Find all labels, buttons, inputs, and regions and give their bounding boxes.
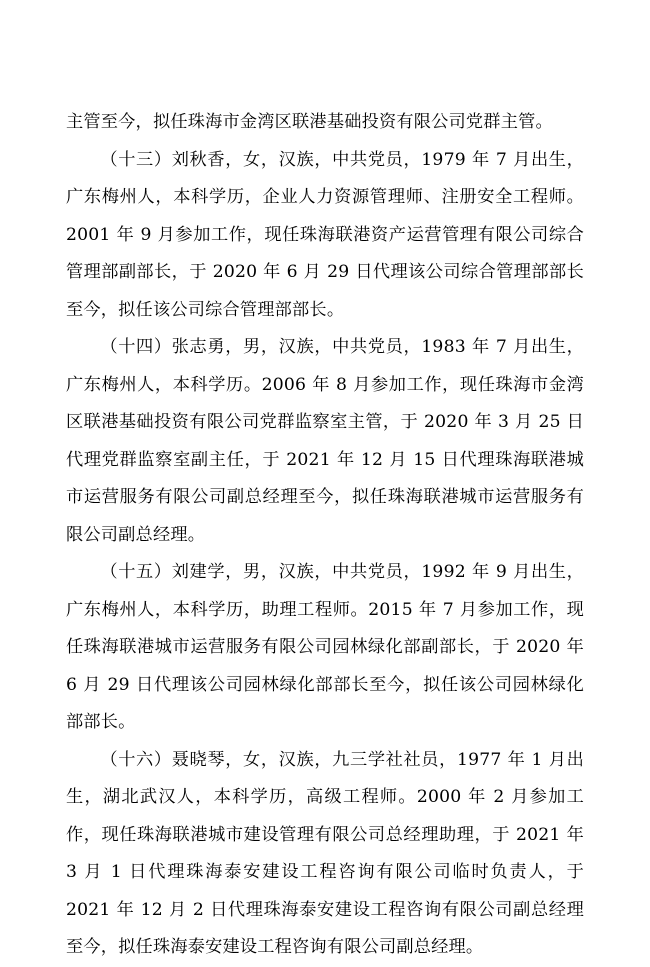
paragraph-item-13: （十三）刘秋香，女，汉族，中共党员，1979 年 7 月出生，广东梅州人，本科学历，企业人力资源管理师、注册安全工程师。2001 年 9 月参加工作，现任珠海联港资产运营管理有限公司综合管理部副部长，于 2020 年 6 月 29 日代理该公司综合管理部部长至今，拟任该公司综合管理部部长。 — [66, 149, 584, 320]
paragraph-item-16: （十六）聂晓琴，女，汉族，九三学社社员，1977 年 1 月出生，湖北武汉人，本科学历，高级工程师。2000 年 2 月参加工作，现任珠海联港城市建设管理有限公司总经理助理，于 2021 年 3 月 1 日代理珠海泰安建设工程咨询有限公司临时负责人，于 2021 年 12 月 2 日代理珠海泰安建设工程咨询有限公司副总经理至今，拟任珠海泰安建设工程咨询有限公司副总经理。 — [66, 749, 584, 957]
paragraph-item-15: （十五）刘建学，男，汉族，中共党员，1992 年 9 月出生，广东梅州人，本科学历，助理工程师。2015 年 7 月参加工作，现任珠海联港城市运营服务有限公司园林绿化部副部长，于 2020 年 6 月 29 日代理该公司园林绿化部部长至今，拟任该公司园林绿化部部长。 — [66, 562, 584, 732]
document-body — [66, 104, 584, 967]
paragraph-continuation: 主管至今，拟任珠海市金湾区联港基础投资有限公司党群主管。 — [66, 112, 553, 132]
paragraph-item-14: （十四）张志勇，男，汉族，中共党员，1983 年 7 月出生，广东梅州人，本科学历。2006 年 8 月参加工作，现任珠海市金湾区联港基础投资有限公司党群监察室主管，于 2020 年 3 月 25 日代理党群监察室副主任，于 2021 年 12 月 15 日代理珠海联港城市运营服务有限公司副总经理至今，拟任珠海联港城市运营服务有限公司副总经理。 — [66, 337, 584, 545]
